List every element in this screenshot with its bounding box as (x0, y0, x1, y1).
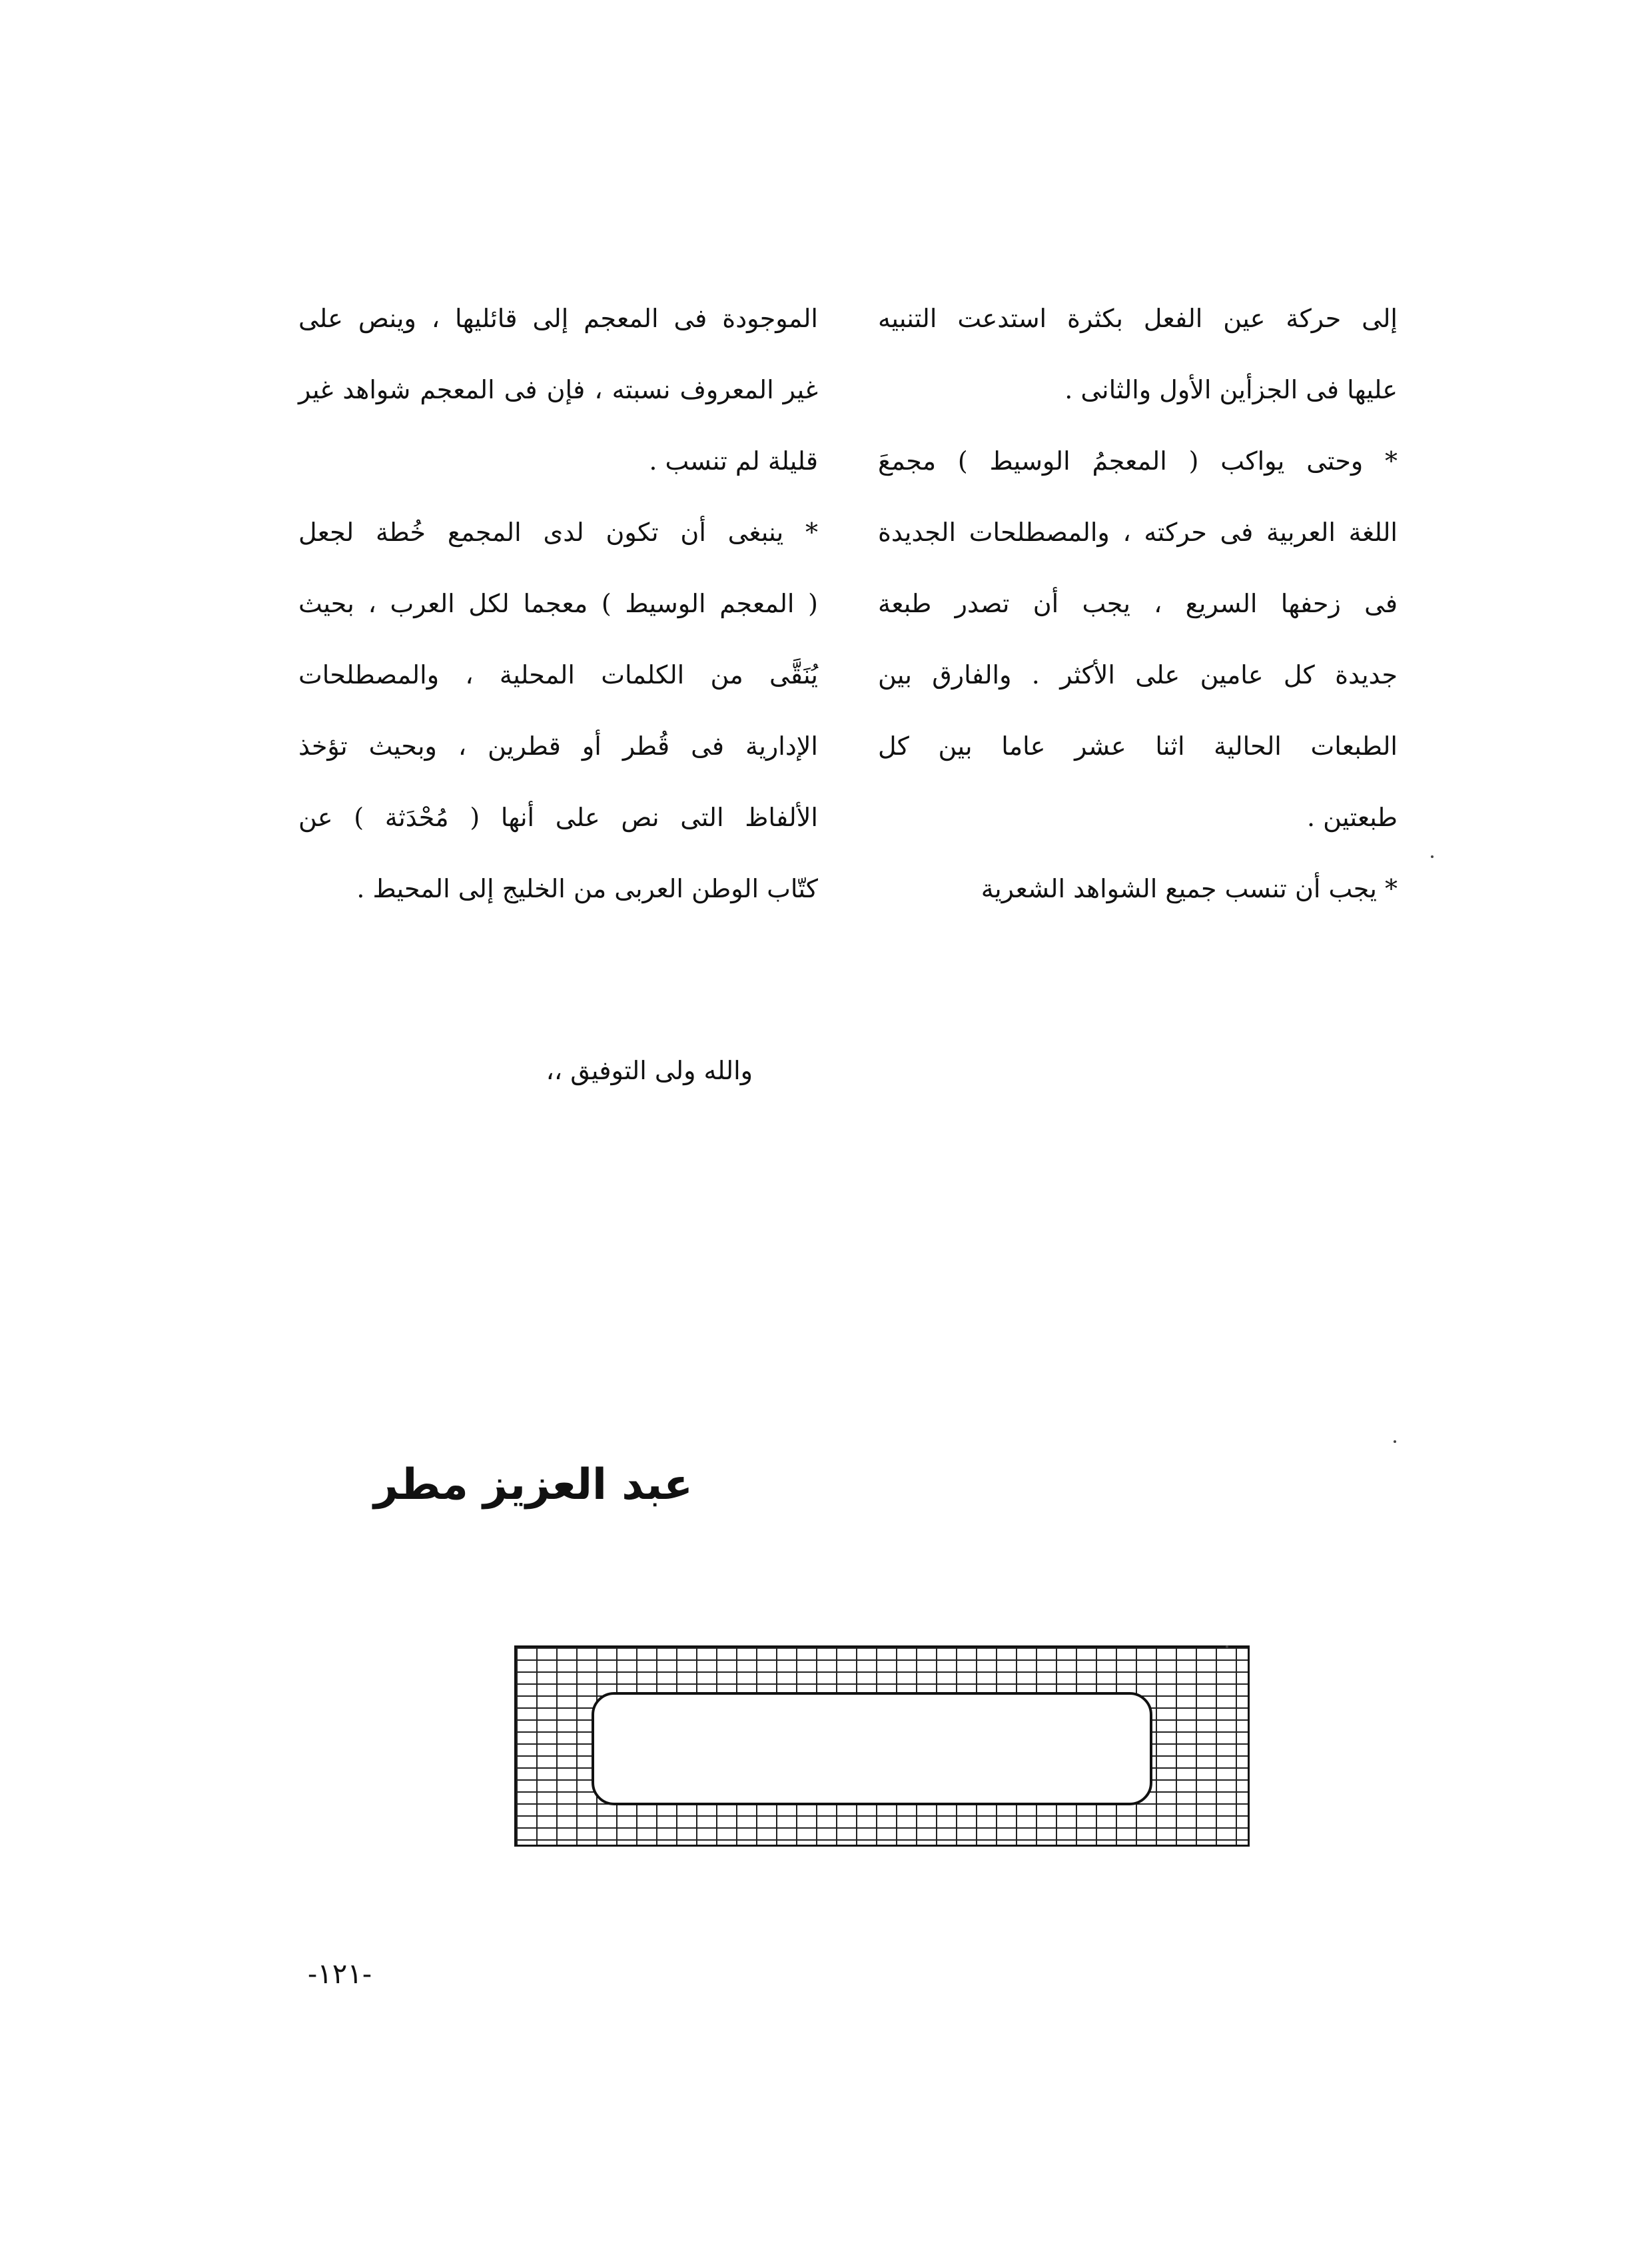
text-line: اللغة العربية فى حركته ، والمصطلحات الجديدة (878, 518, 1398, 547)
scan-speck (1394, 1440, 1396, 1443)
text-line: طبعتين . (1306, 803, 1398, 832)
text-line: قليلة لم تنسب . (649, 446, 818, 476)
scan-speck (1226, 1645, 1228, 1648)
text-line: إلى حركة عين الفعل بكثرة استدعت التنبيه (878, 304, 1398, 333)
brick-frame-window (592, 1692, 1152, 1805)
text-line: يُنَقَّى من الكلمات المحلية ، والمصطلحات (298, 660, 818, 689)
right-text-column (878, 283, 1398, 925)
text-line: الطبعات الحالية اثنا عشر عاما بين كل (878, 731, 1398, 761)
text-line: غير المعروف نسبته ، فإن فى المعجم شواهد غير (298, 375, 818, 404)
scan-speck (1431, 855, 1434, 858)
text-line: * يجب أن تنسب جميع الشواهد الشعرية (981, 874, 1398, 903)
closing-phrase: والله ولى التوفيق ،، (546, 1056, 753, 1085)
page-number: -١٢١- (308, 1957, 372, 1990)
author-signature: عبد العزيز مطر (374, 1460, 693, 1510)
text-line: عليها فى الجزأين الأول والثانى . (1064, 375, 1398, 404)
left-text-column (298, 283, 818, 925)
text-line: فى زحفها السريع ، يجب أن تصدر طبعة (878, 589, 1398, 618)
text-line: * وحتى يواكب ( المعجمُ الوسيط ) مجمعَ (878, 446, 1398, 476)
text-line: * ينبغى أن تكون لدى المجمع خُطة لجعل (298, 518, 818, 547)
text-line: الإدارية فى قُطر أو قطرين ، وبحيث تؤخذ (298, 731, 818, 761)
text-line: ( المعجم الوسيط ) معجما لكل العرب ، بحيث (298, 589, 818, 618)
text-line: الموجودة فى المعجم إلى قائليها ، وينص على (298, 304, 818, 333)
text-line: الألفاظ التى نص على أنها ( مُحْدَثة ) عن (298, 803, 818, 832)
text-line: جديدة كل عامين على الأكثر . والفارق بين (878, 660, 1398, 689)
text-line: كتّاب الوطن العربى من الخليج إلى المحيط . (356, 874, 818, 903)
